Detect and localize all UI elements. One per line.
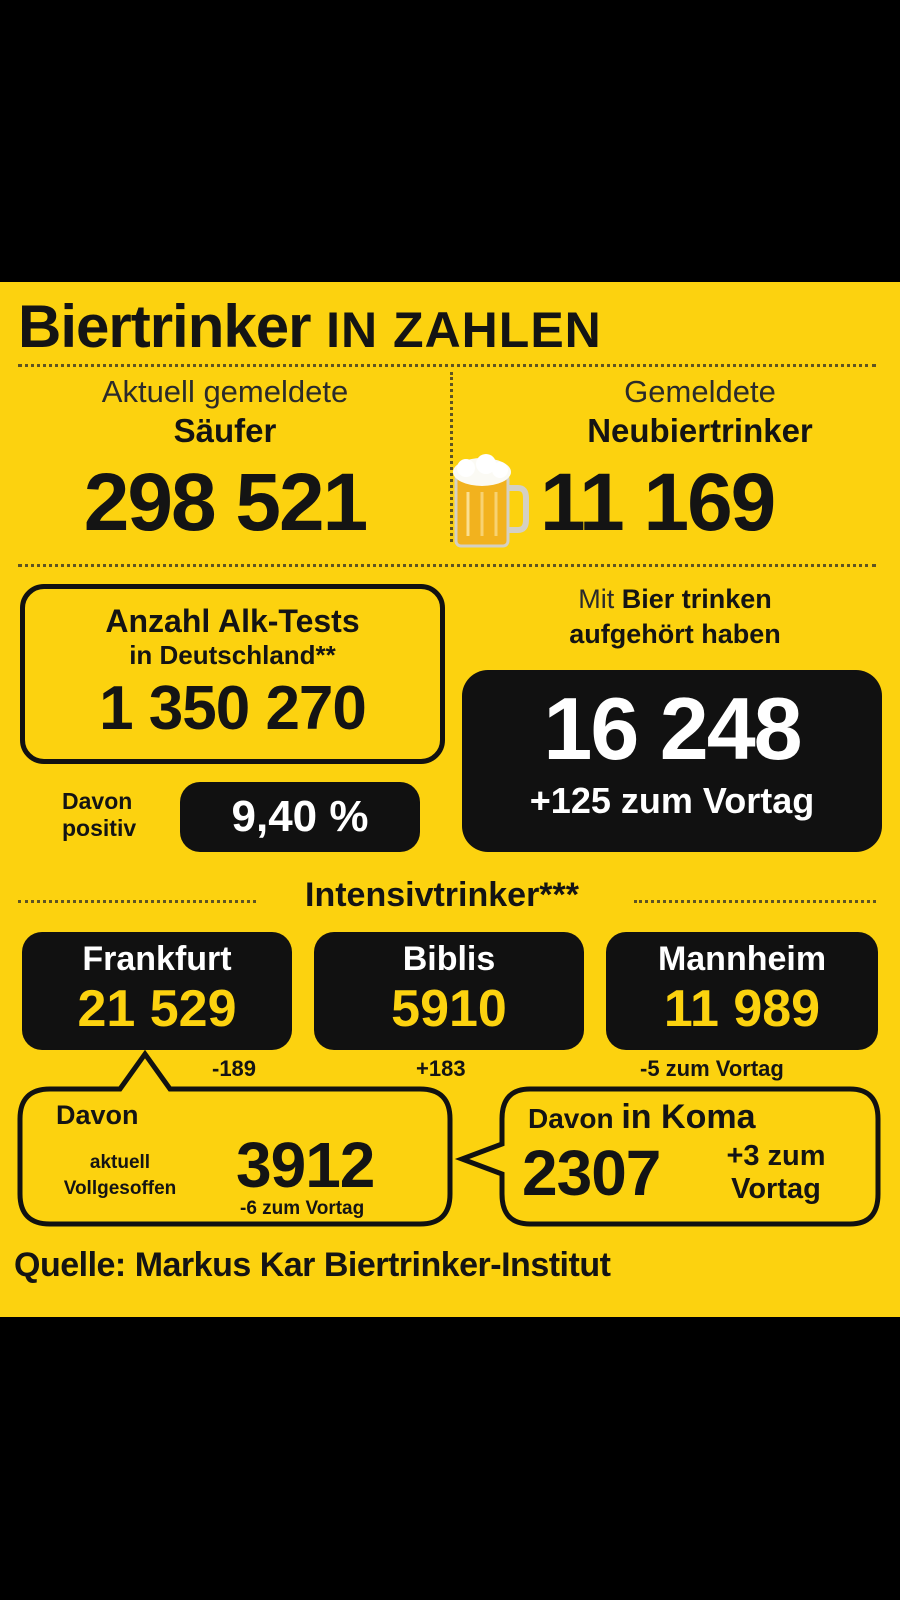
neu-line2: Neubiertrinker: [587, 412, 813, 449]
aufgehoert-value: 16 248: [543, 679, 801, 778]
aufgehoert-line2: aufgehört haben: [569, 619, 781, 649]
vollgesoffen-delta: -6 zum Vortag: [240, 1198, 365, 1219]
positiv-line1: Davon: [62, 788, 133, 814]
vollgesoffen-label: [30, 1150, 210, 1202]
city-name: Frankfurt: [82, 940, 232, 978]
vollgesoffen-line2: aktuell: [89, 1152, 151, 1173]
alk-tests-line2: in Deutschland**: [129, 640, 336, 670]
vollgesoffen-line1: Davon: [56, 1100, 139, 1130]
title-part1: Biertrinker: [18, 293, 311, 360]
city-name: Mannheim: [657, 940, 827, 978]
neu-value: 11 169: [540, 457, 775, 548]
vollgesoffen-value: 3912: [236, 1129, 375, 1201]
alk-tests-line1: Anzahl Alk-Tests: [105, 603, 360, 639]
saeufer-value: 298 521: [83, 457, 367, 548]
city-value: 11 989: [663, 980, 821, 1038]
koma-delta-line2: Vortag: [731, 1173, 821, 1205]
intensiv-heading: Intensivtrinker***: [305, 876, 579, 914]
infographic-card: [0, 282, 900, 1317]
alk-tests-value: 1 350 270: [99, 674, 366, 743]
positiv-line2: positiv: [62, 815, 137, 841]
vollgesoffen-line3: Vollgesoffen: [63, 1178, 177, 1199]
aufgehoert-delta: +125 zum Vortag: [529, 780, 815, 821]
koma-value: 2307: [522, 1137, 661, 1209]
source-credit: Quelle: Markus Kar Biertrinker-Institut: [14, 1246, 611, 1284]
positiv-value: 9,40 %: [231, 792, 369, 841]
koma-label: in Koma: [621, 1098, 756, 1136]
koma-header: [528, 1098, 755, 1137]
city-delta-mannheim: -5 zum Vortag: [640, 1056, 784, 1081]
city-name: Biblis: [402, 940, 496, 978]
title-part2: IN ZAHLEN: [326, 302, 602, 358]
koma-delta: [706, 1140, 846, 1206]
aufgehoert-prefix: Mit: [578, 584, 615, 614]
aufgehoert-line1: Bier trinken: [621, 584, 772, 614]
saeufer-line1: Aktuell gemeldete: [101, 374, 349, 409]
koma-prefix: Davon: [528, 1103, 614, 1134]
city-value: 21 529: [77, 980, 237, 1038]
neu-line1: Gemeldete: [624, 374, 776, 409]
saeufer-line2: Säufer: [173, 412, 277, 449]
koma-delta-line1: +3 zum: [726, 1140, 826, 1172]
city-delta-biblis: +183: [416, 1056, 466, 1081]
city-delta-frankfurt: -189: [212, 1056, 257, 1081]
city-value: 5910: [391, 980, 507, 1038]
